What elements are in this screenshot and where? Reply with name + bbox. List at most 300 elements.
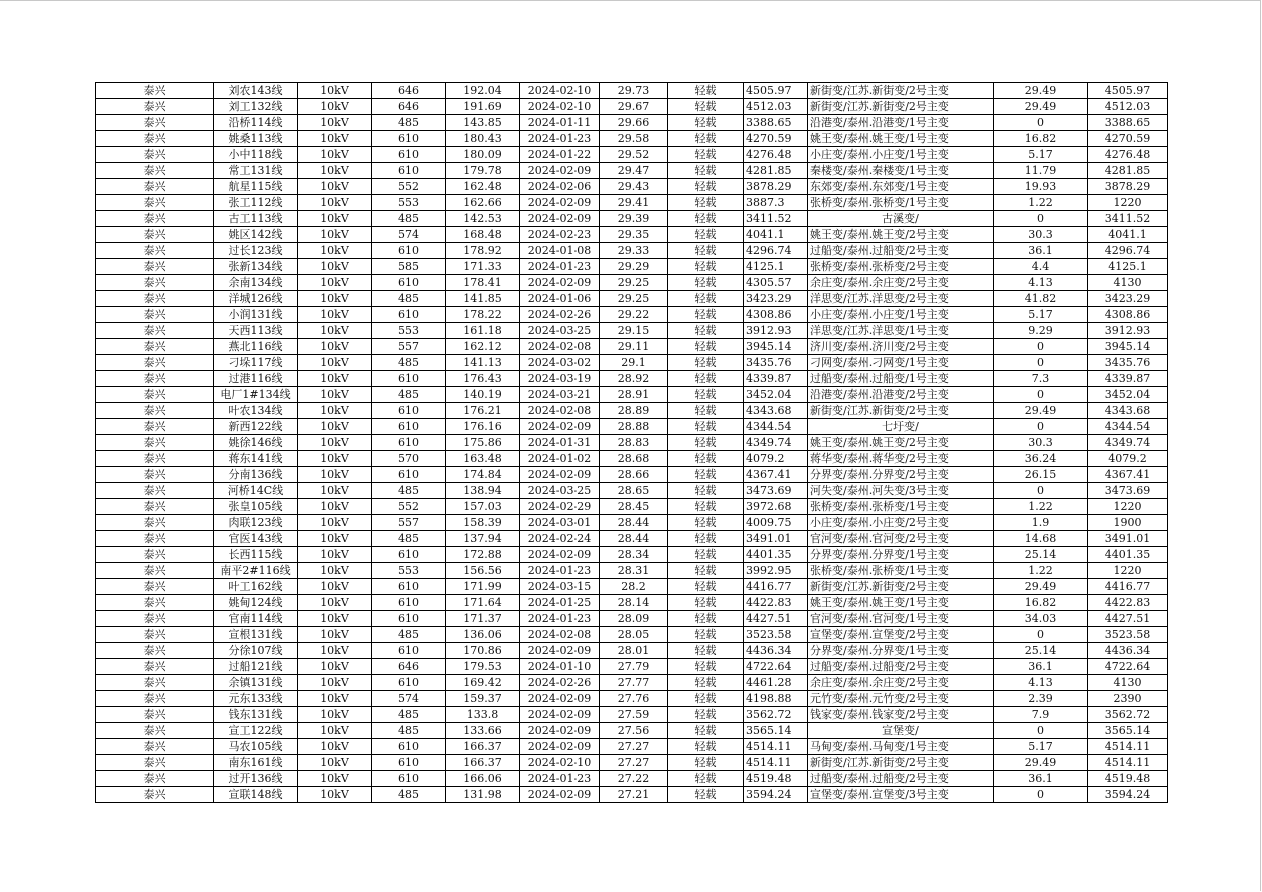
cell-load-rate: 29.35 — [600, 227, 668, 243]
cell-voltage: 10kV — [298, 595, 372, 611]
cell-transformer-load: 26.15 — [994, 467, 1088, 483]
cell-load-rate: 28.09 — [600, 611, 668, 627]
cell-date: 2024-01-23 — [520, 611, 600, 627]
cell-rated-capacity: 610 — [372, 307, 446, 323]
cell-status: 轻载 — [668, 627, 744, 643]
cell-load-rate: 29.52 — [600, 147, 668, 163]
cell-margin: 4270.59 — [744, 131, 808, 147]
cell-rated-capacity: 610 — [372, 435, 446, 451]
cell-available: 4512.03 — [1088, 99, 1168, 115]
table-row — [96, 323, 1168, 339]
cell-substation-transformer: 姚王变/泰州.姚王变/2号主变 — [808, 227, 994, 243]
table-row — [96, 611, 1168, 627]
cell-load-rate: 27.27 — [600, 739, 668, 755]
cell-rated-capacity: 585 — [372, 259, 446, 275]
cell-status: 轻载 — [668, 371, 744, 387]
cell-max-load: 162.48 — [446, 179, 520, 195]
table-row — [96, 147, 1168, 163]
cell-load-rate: 29.11 — [600, 339, 668, 355]
cell-date: 2024-02-26 — [520, 307, 600, 323]
cell-region: 泰兴 — [96, 659, 214, 675]
cell-load-rate: 27.22 — [600, 771, 668, 787]
cell-status: 轻载 — [668, 563, 744, 579]
cell-voltage: 10kV — [298, 355, 372, 371]
cell-available: 4514.11 — [1088, 739, 1168, 755]
cell-max-load: 156.56 — [446, 563, 520, 579]
cell-transformer-load: 25.14 — [994, 643, 1088, 659]
cell-transformer-load: 16.82 — [994, 595, 1088, 611]
cell-rated-capacity: 552 — [372, 499, 446, 515]
cell-max-load: 166.06 — [446, 771, 520, 787]
cell-substation-transformer: 过船变/泰州.过船变/2号主变 — [808, 771, 994, 787]
cell-substation-transformer: 七圩变/ — [808, 419, 994, 435]
cell-margin: 4461.28 — [744, 675, 808, 691]
cell-line-name: 马农105线 — [214, 739, 298, 755]
cell-region: 泰兴 — [96, 563, 214, 579]
cell-status: 轻载 — [668, 99, 744, 115]
cell-margin: 4125.1 — [744, 259, 808, 275]
cell-load-rate: 29.73 — [600, 83, 668, 99]
cell-margin: 3452.04 — [744, 387, 808, 403]
cell-date: 2024-02-10 — [520, 83, 600, 99]
cell-date: 2024-02-10 — [520, 755, 600, 771]
cell-transformer-load: 34.03 — [994, 611, 1088, 627]
cell-region: 泰兴 — [96, 147, 214, 163]
cell-region: 泰兴 — [96, 387, 214, 403]
cell-load-rate: 29.15 — [600, 323, 668, 339]
cell-rated-capacity: 557 — [372, 515, 446, 531]
cell-line-name: 航星115线 — [214, 179, 298, 195]
cell-date: 2024-02-29 — [520, 499, 600, 515]
cell-transformer-load: 30.3 — [994, 227, 1088, 243]
cell-max-load: 141.13 — [446, 355, 520, 371]
cell-rated-capacity: 610 — [372, 547, 446, 563]
cell-max-load: 143.85 — [446, 115, 520, 131]
cell-transformer-load: 41.82 — [994, 291, 1088, 307]
cell-margin: 3992.95 — [744, 563, 808, 579]
cell-available: 4436.34 — [1088, 643, 1168, 659]
cell-transformer-load: 25.14 — [994, 547, 1088, 563]
cell-margin: 4422.83 — [744, 595, 808, 611]
cell-voltage: 10kV — [298, 643, 372, 659]
cell-substation-transformer: 姚王变/泰州.姚王变/1号主变 — [808, 595, 994, 611]
cell-max-load: 170.86 — [446, 643, 520, 659]
cell-available: 4281.85 — [1088, 163, 1168, 179]
cell-line-name: 肉联123线 — [214, 515, 298, 531]
cell-status: 轻载 — [668, 467, 744, 483]
cell-max-load: 180.09 — [446, 147, 520, 163]
cell-margin: 4722.64 — [744, 659, 808, 675]
cell-available: 3912.93 — [1088, 323, 1168, 339]
cell-status: 轻载 — [668, 611, 744, 627]
cell-max-load: 157.03 — [446, 499, 520, 515]
cell-date: 2024-02-08 — [520, 403, 600, 419]
cell-max-load: 142.53 — [446, 211, 520, 227]
cell-available: 3452.04 — [1088, 387, 1168, 403]
cell-voltage: 10kV — [298, 99, 372, 115]
cell-max-load: 168.48 — [446, 227, 520, 243]
cell-transformer-load: 0 — [994, 787, 1088, 803]
table-row — [96, 259, 1168, 275]
cell-date: 2024-02-09 — [520, 547, 600, 563]
cell-substation-transformer: 过船变/泰州.过船变/2号主变 — [808, 243, 994, 259]
cell-region: 泰兴 — [96, 339, 214, 355]
cell-voltage: 10kV — [298, 787, 372, 803]
cell-voltage: 10kV — [298, 531, 372, 547]
cell-region: 泰兴 — [96, 275, 214, 291]
cell-substation-transformer: 余庄变/泰州.余庄变/2号主变 — [808, 675, 994, 691]
cell-date: 2024-01-08 — [520, 243, 600, 259]
cell-status: 轻载 — [668, 163, 744, 179]
cell-available: 3435.76 — [1088, 355, 1168, 371]
cell-date: 2024-02-09 — [520, 467, 600, 483]
cell-status: 轻载 — [668, 707, 744, 723]
cell-available: 4041.1 — [1088, 227, 1168, 243]
cell-load-rate: 29.66 — [600, 115, 668, 131]
cell-substation-transformer: 沿港变/泰州.沿港变/2号主变 — [808, 387, 994, 403]
cell-transformer-load: 7.3 — [994, 371, 1088, 387]
cell-line-name: 姚桑113线 — [214, 131, 298, 147]
cell-transformer-load: 2.39 — [994, 691, 1088, 707]
cell-region: 泰兴 — [96, 755, 214, 771]
cell-line-name: 姚区142线 — [214, 227, 298, 243]
cell-available: 1220 — [1088, 499, 1168, 515]
cell-substation-transformer: 张桥变/泰州.张桥变/1号主变 — [808, 563, 994, 579]
cell-available: 4367.41 — [1088, 467, 1168, 483]
cell-margin: 3473.69 — [744, 483, 808, 499]
cell-load-rate: 29.39 — [600, 211, 668, 227]
cell-max-load: 162.66 — [446, 195, 520, 211]
cell-region: 泰兴 — [96, 451, 214, 467]
cell-line-name: 宣联148线 — [214, 787, 298, 803]
table-row — [96, 723, 1168, 739]
cell-load-rate: 28.44 — [600, 531, 668, 547]
cell-status: 轻载 — [668, 275, 744, 291]
cell-region: 泰兴 — [96, 227, 214, 243]
cell-load-rate: 28.14 — [600, 595, 668, 611]
table-row — [96, 739, 1168, 755]
cell-line-name: 过船121线 — [214, 659, 298, 675]
cell-margin: 3423.29 — [744, 291, 808, 307]
cell-region: 泰兴 — [96, 723, 214, 739]
cell-voltage: 10kV — [298, 291, 372, 307]
table-row — [96, 339, 1168, 355]
cell-available: 4427.51 — [1088, 611, 1168, 627]
cell-rated-capacity: 610 — [372, 467, 446, 483]
cell-max-load: 180.43 — [446, 131, 520, 147]
cell-transformer-load: 4.13 — [994, 675, 1088, 691]
cell-max-load: 191.69 — [446, 99, 520, 115]
table-row — [96, 291, 1168, 307]
cell-status: 轻载 — [668, 691, 744, 707]
cell-date: 2024-03-21 — [520, 387, 600, 403]
cell-transformer-load: 5.17 — [994, 307, 1088, 323]
cell-line-name: 张皇105线 — [214, 499, 298, 515]
cell-rated-capacity: 557 — [372, 339, 446, 355]
cell-substation-transformer: 秦楼变/泰州.秦楼变/1号主变 — [808, 163, 994, 179]
cell-line-name: 过港116线 — [214, 371, 298, 387]
cell-max-load: 138.94 — [446, 483, 520, 499]
cell-margin: 3887.3 — [744, 195, 808, 211]
cell-status: 轻载 — [668, 355, 744, 371]
cell-date: 2024-02-09 — [520, 691, 600, 707]
cell-region: 泰兴 — [96, 771, 214, 787]
cell-status: 轻载 — [668, 195, 744, 211]
cell-date: 2024-02-09 — [520, 419, 600, 435]
cell-line-name: 过开136线 — [214, 771, 298, 787]
table-row — [96, 99, 1168, 115]
cell-region: 泰兴 — [96, 195, 214, 211]
cell-rated-capacity: 610 — [372, 419, 446, 435]
cell-status: 轻载 — [668, 483, 744, 499]
cell-voltage: 10kV — [298, 563, 372, 579]
cell-available: 4722.64 — [1088, 659, 1168, 675]
cell-date: 2024-02-06 — [520, 179, 600, 195]
cell-max-load: 176.21 — [446, 403, 520, 419]
cell-region: 泰兴 — [96, 83, 214, 99]
cell-max-load: 171.37 — [446, 611, 520, 627]
cell-date: 2024-02-26 — [520, 675, 600, 691]
cell-load-rate: 28.68 — [600, 451, 668, 467]
cell-status: 轻载 — [668, 147, 744, 163]
cell-substation-transformer: 新街变/江苏.新街变/2号主变 — [808, 579, 994, 595]
cell-status: 轻载 — [668, 259, 744, 275]
table-row — [96, 403, 1168, 419]
cell-substation-transformer: 过船变/泰州.过船变/1号主变 — [808, 371, 994, 387]
cell-margin: 4296.74 — [744, 243, 808, 259]
cell-status: 轻载 — [668, 403, 744, 419]
table-row — [96, 595, 1168, 611]
cell-load-rate: 28.44 — [600, 515, 668, 531]
cell-voltage: 10kV — [298, 83, 372, 99]
cell-voltage: 10kV — [298, 675, 372, 691]
table-row — [96, 627, 1168, 643]
cell-load-rate: 29.58 — [600, 131, 668, 147]
cell-available: 4130 — [1088, 275, 1168, 291]
cell-status: 轻载 — [668, 787, 744, 803]
cell-substation-transformer: 元竹变/泰州.元竹变/2号主变 — [808, 691, 994, 707]
cell-date: 2024-03-25 — [520, 323, 600, 339]
cell-transformer-load: 36.1 — [994, 659, 1088, 675]
cell-margin: 3878.29 — [744, 179, 808, 195]
feeder-load-table — [95, 82, 1168, 803]
cell-substation-transformer: 分界变/泰州.分界变/2号主变 — [808, 467, 994, 483]
cell-transformer-load: 19.93 — [994, 179, 1088, 195]
cell-region: 泰兴 — [96, 419, 214, 435]
cell-date: 2024-02-09 — [520, 211, 600, 227]
cell-voltage: 10kV — [298, 115, 372, 131]
cell-available: 1900 — [1088, 515, 1168, 531]
cell-load-rate: 28.65 — [600, 483, 668, 499]
cell-voltage: 10kV — [298, 275, 372, 291]
cell-line-name: 长西115线 — [214, 547, 298, 563]
cell-load-rate: 28.83 — [600, 435, 668, 451]
cell-date: 2024-02-08 — [520, 627, 600, 643]
cell-available: 4339.87 — [1088, 371, 1168, 387]
cell-rated-capacity: 610 — [372, 771, 446, 787]
cell-substation-transformer: 洋思变/江苏.洋思变/2号主变 — [808, 291, 994, 307]
cell-substation-transformer: 新街变/江苏.新街变/2号主变 — [808, 403, 994, 419]
cell-region: 泰兴 — [96, 531, 214, 547]
cell-available: 3878.29 — [1088, 179, 1168, 195]
cell-status: 轻载 — [668, 83, 744, 99]
cell-available: 4519.48 — [1088, 771, 1168, 787]
cell-line-name: 姚甸124线 — [214, 595, 298, 611]
cell-rated-capacity: 570 — [372, 451, 446, 467]
cell-substation-transformer: 分界变/泰州.分界变/1号主变 — [808, 547, 994, 563]
cell-max-load: 163.48 — [446, 451, 520, 467]
table-row — [96, 643, 1168, 659]
cell-load-rate: 28.01 — [600, 643, 668, 659]
cell-status: 轻载 — [668, 595, 744, 611]
cell-date: 2024-01-02 — [520, 451, 600, 467]
cell-substation-transformer: 余庄变/泰州.余庄变/2号主变 — [808, 275, 994, 291]
cell-date: 2024-01-25 — [520, 595, 600, 611]
cell-status: 轻载 — [668, 131, 744, 147]
cell-load-rate: 28.88 — [600, 419, 668, 435]
cell-max-load: 161.18 — [446, 323, 520, 339]
cell-line-name: 姚徐146线 — [214, 435, 298, 451]
cell-region: 泰兴 — [96, 323, 214, 339]
cell-max-load: 192.04 — [446, 83, 520, 99]
cell-transformer-load: 1.9 — [994, 515, 1088, 531]
cell-margin: 4079.2 — [744, 451, 808, 467]
cell-rated-capacity: 485 — [372, 627, 446, 643]
cell-line-name: 分南136线 — [214, 467, 298, 483]
table-row — [96, 355, 1168, 371]
cell-transformer-load: 5.17 — [994, 147, 1088, 163]
cell-margin: 4343.68 — [744, 403, 808, 419]
cell-substation-transformer: 蒋华变/泰州.蒋华变/2号主变 — [808, 451, 994, 467]
cell-voltage: 10kV — [298, 147, 372, 163]
cell-voltage: 10kV — [298, 691, 372, 707]
cell-line-name: 张工112线 — [214, 195, 298, 211]
cell-date: 2024-03-25 — [520, 483, 600, 499]
cell-substation-transformer: 官河变/泰州.官河变/2号主变 — [808, 531, 994, 547]
cell-line-name: 洋城126线 — [214, 291, 298, 307]
cell-available: 4505.97 — [1088, 83, 1168, 99]
cell-transformer-load: 0 — [994, 355, 1088, 371]
cell-max-load: 171.64 — [446, 595, 520, 611]
cell-transformer-load: 29.49 — [994, 579, 1088, 595]
cell-date: 2024-02-24 — [520, 531, 600, 547]
cell-voltage: 10kV — [298, 467, 372, 483]
cell-rated-capacity: 610 — [372, 611, 446, 627]
cell-line-name: 古工113线 — [214, 211, 298, 227]
cell-line-name: 叶农134线 — [214, 403, 298, 419]
cell-status: 轻载 — [668, 659, 744, 675]
cell-transformer-load: 1.22 — [994, 499, 1088, 515]
cell-max-load: 175.86 — [446, 435, 520, 451]
cell-rated-capacity: 553 — [372, 563, 446, 579]
cell-max-load: 136.06 — [446, 627, 520, 643]
table-row — [96, 227, 1168, 243]
table-row — [96, 691, 1168, 707]
cell-max-load: 141.85 — [446, 291, 520, 307]
cell-load-rate: 29.22 — [600, 307, 668, 323]
cell-substation-transformer: 张桥变/泰州.张桥变/2号主变 — [808, 259, 994, 275]
cell-voltage: 10kV — [298, 755, 372, 771]
cell-transformer-load: 16.82 — [994, 131, 1088, 147]
cell-margin: 4305.57 — [744, 275, 808, 291]
table-row — [96, 131, 1168, 147]
cell-substation-transformer: 分界变/泰州.分界变/1号主变 — [808, 643, 994, 659]
cell-line-name: 分徐107线 — [214, 643, 298, 659]
cell-substation-transformer: 小庄变/泰州.小庄变/1号主变 — [808, 307, 994, 323]
cell-available: 3423.29 — [1088, 291, 1168, 307]
cell-rated-capacity: 646 — [372, 83, 446, 99]
cell-voltage: 10kV — [298, 547, 372, 563]
table-row — [96, 787, 1168, 803]
cell-status: 轻载 — [668, 243, 744, 259]
cell-voltage: 10kV — [298, 323, 372, 339]
cell-available: 4349.74 — [1088, 435, 1168, 451]
cell-margin: 4505.97 — [744, 83, 808, 99]
cell-voltage: 10kV — [298, 163, 372, 179]
cell-status: 轻载 — [668, 739, 744, 755]
cell-margin: 4519.48 — [744, 771, 808, 787]
cell-substation-transformer: 张桥变/泰州.张桥变/1号主变 — [808, 195, 994, 211]
cell-region: 泰兴 — [96, 579, 214, 595]
table-row — [96, 211, 1168, 227]
cell-voltage: 10kV — [298, 435, 372, 451]
cell-line-name: 余南134线 — [214, 275, 298, 291]
cell-date: 2024-03-01 — [520, 515, 600, 531]
cell-transformer-load: 1.22 — [994, 195, 1088, 211]
cell-substation-transformer: 新街变/江苏.新街变/2号主变 — [808, 755, 994, 771]
cell-voltage: 10kV — [298, 403, 372, 419]
cell-line-name: 钱东131线 — [214, 707, 298, 723]
cell-available: 3473.69 — [1088, 483, 1168, 499]
table-row — [96, 179, 1168, 195]
cell-rated-capacity: 485 — [372, 387, 446, 403]
cell-max-load: 159.37 — [446, 691, 520, 707]
cell-rated-capacity: 610 — [372, 243, 446, 259]
cell-max-load: 178.41 — [446, 275, 520, 291]
cell-load-rate: 28.05 — [600, 627, 668, 643]
cell-transformer-load: 14.68 — [994, 531, 1088, 547]
cell-load-rate: 28.89 — [600, 403, 668, 419]
cell-substation-transformer: 洋思变/江苏.洋思变/1号主变 — [808, 323, 994, 339]
cell-available: 4416.77 — [1088, 579, 1168, 595]
cell-substation-transformer: 宣堡变/泰州.宣堡变/2号主变 — [808, 627, 994, 643]
cell-line-name: 宣工122线 — [214, 723, 298, 739]
cell-date: 2024-03-19 — [520, 371, 600, 387]
cell-date: 2024-01-31 — [520, 435, 600, 451]
cell-status: 轻载 — [668, 499, 744, 515]
cell-margin: 3411.52 — [744, 211, 808, 227]
cell-voltage: 10kV — [298, 579, 372, 595]
cell-region: 泰兴 — [96, 259, 214, 275]
cell-margin: 3912.93 — [744, 323, 808, 339]
cell-status: 轻载 — [668, 307, 744, 323]
cell-status: 轻载 — [668, 227, 744, 243]
table-row — [96, 563, 1168, 579]
cell-max-load: 178.92 — [446, 243, 520, 259]
cell-load-rate: 28.66 — [600, 467, 668, 483]
cell-transformer-load: 5.17 — [994, 739, 1088, 755]
table-row — [96, 675, 1168, 691]
cell-line-name: 刁垛117线 — [214, 355, 298, 371]
cell-margin: 4416.77 — [744, 579, 808, 595]
cell-margin: 3523.58 — [744, 627, 808, 643]
cell-rated-capacity: 574 — [372, 691, 446, 707]
cell-status: 轻载 — [668, 339, 744, 355]
cell-margin: 4198.88 — [744, 691, 808, 707]
cell-region: 泰兴 — [96, 291, 214, 307]
cell-status: 轻载 — [668, 755, 744, 771]
cell-voltage: 10kV — [298, 371, 372, 387]
